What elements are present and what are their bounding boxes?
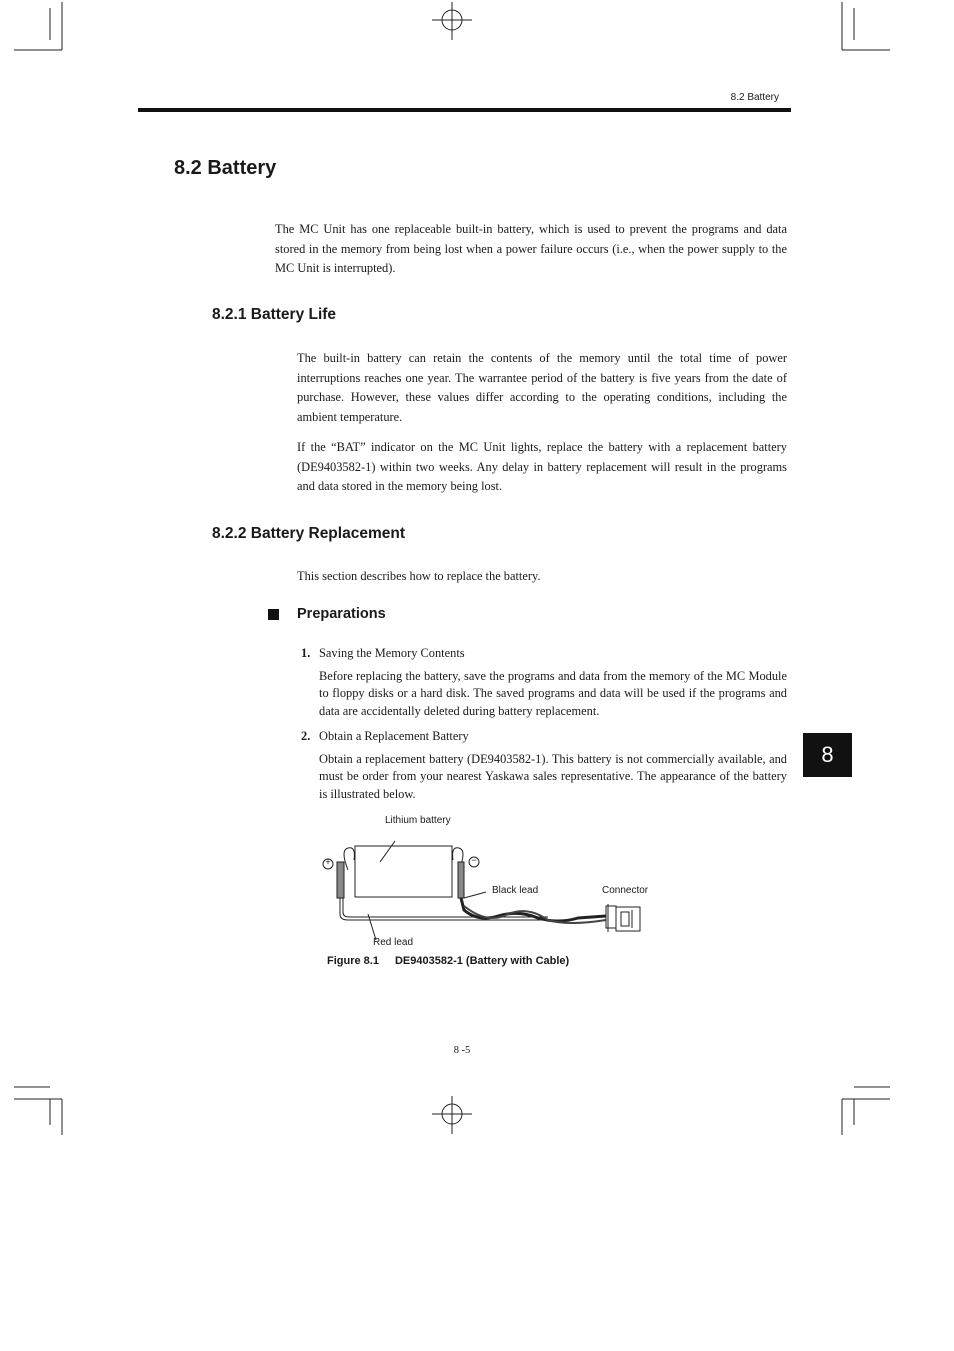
section-intro: The MC Unit has one replaceable built-in battery, which is used to prevent the programs and data stored in the memory from being lost when a power failure occurs (i.e., when the power supply to the MC Unit is interrupted). [275,222,787,276]
battery-life-paragraph-1: The built-in battery can retain the contents of the memory until the total time of power interruptions reaches one year. The warrantee period of the battery is five years from the date of purchase. However, these values differ according to the operating conditions, including the ambient temperature. [297,351,787,424]
battery-illustration [318,810,658,955]
battery-replacement-intro: This section describes how to replace the battery. [297,569,541,583]
step-title: Saving the Memory Contents [319,646,465,660]
battery-life-paragraph-2: If the “BAT” indicator on the MC Unit lights, replace the battery with a replacement battery (DE9403582-1) within two weeks. Any delay in battery replacement will result in the programs and data stored in the memory being lost. [297,440,787,494]
step-title: Obtain a Replacement Battery [319,729,469,743]
step-text: Obtain a replacement battery (DE9403582-1). This battery is not commercially available, and must be order from your nearest Yaskawa sales representative. The appearance of the battery is illustrated below. [319,752,787,801]
subsection-title-battery-replacement: 8.2.2 Battery Replacement [212,525,405,542]
minus-icon: − [471,855,477,865]
step-text: Before replacing the battery, save the programs and data from the memory of the MC Module to floppy disks or a hard disk. The saved programs and data will be used if the programs and data are accidentally deleted during battery replacement. [319,669,787,718]
label-lithium-battery: Lithium battery [385,815,451,826]
label-red-lead: Red lead [373,937,414,948]
step-number: 2. [301,729,311,743]
figure-number: Figure 8.1 [327,955,379,967]
step-number: 1. [301,646,311,660]
page-number: 8 -5 [453,1045,471,1056]
plus-icon: + [325,857,331,867]
figure-caption [327,955,569,967]
header-rule [138,108,791,112]
figure-title: DE9403582-1 (Battery with Cable) [394,955,570,967]
running-head: 8.2 Battery [730,92,779,103]
chapter-tab: 8 [803,733,852,777]
label-connector: Connector [602,885,649,896]
preparations-heading: Preparations [297,606,386,622]
square-bullet-icon [268,609,279,620]
section-title: 8.2 Battery [174,157,277,179]
label-black-lead: Black lead [492,885,539,896]
subsection-title-battery-life: 8.2.1 Battery Life [212,306,337,323]
